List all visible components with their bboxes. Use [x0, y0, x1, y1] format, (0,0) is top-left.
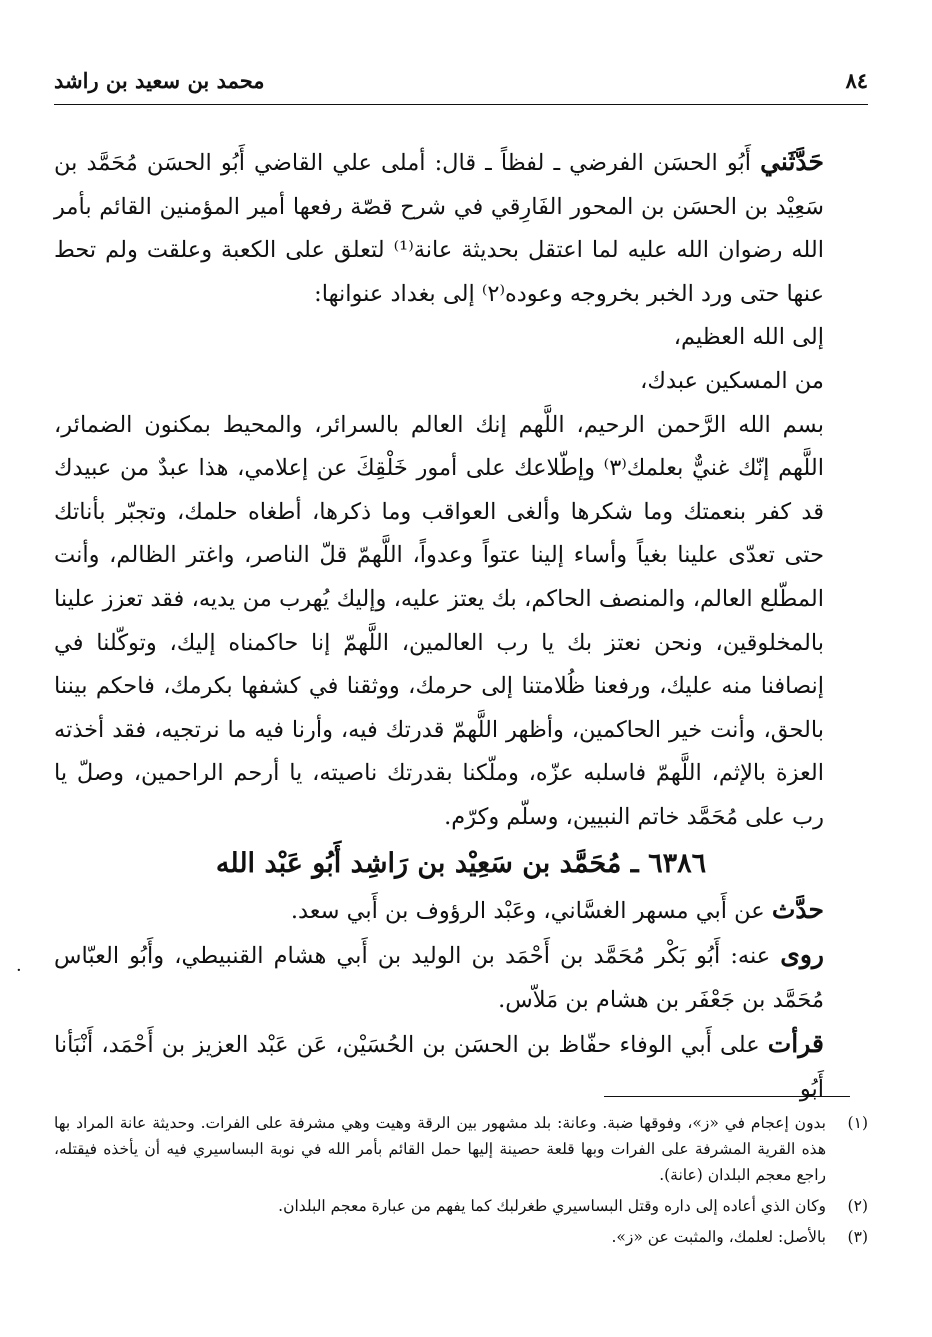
paragraph-text: عن أَبي مسهر الغسَّاني، وعَبْد الرؤوف بن أَبي سعد.	[290, 897, 765, 924]
footnote	[54, 1110, 868, 1188]
lead-word: قرأت	[767, 1029, 824, 1059]
footnote-text: بدون إعجام في «ز»، وفوقها ضبة. وعانة: بلد مشهور بين الرقة وهيت وهي مشرفة على الفرات. وحديثة عانة المراد بها هذه القرية المشرفة على الفرات وبها قلعة حصينة إليها حمل القائم بأمر الله في نوبة البساسيري فيه أن يأخذه فيقتله، راجع معجم البلدان (عانة).	[54, 1114, 826, 1184]
address-line-2: من المسكين عبدك،	[640, 367, 824, 394]
paragraph-text: أَبُو الحسَن الفرضي ـ لفظاً ـ قال: أملى علي القاضي أَبُو الحسَن مُحَمَّد بن سَعِيْد بن الحسَن بن المحور الفَارِقي في شرح قصّة رفعها أمير المؤمنين القائم بأمر الله رضوان الله عليه لما اعتقل بحديثة عانة⁽¹⁾ لتعلق على الكعبة وعلقت ولم تحط عنها حتى ورد الخبر بخروجه وعوده⁽٢⁾ إلى بغداد عنوانها:	[54, 150, 824, 307]
paragraph-hadathani	[54, 140, 868, 316]
header-divider	[54, 104, 868, 105]
paragraph-text: على أَبي الوفاء حفّاظ بن الحسَن بن الحُسَيْن، عَن عَبْد العزيز بن أَحْمَد، أَنْبَأنا أَبُو	[54, 1032, 824, 1102]
footnote	[54, 1193, 868, 1219]
paragraph-qara	[54, 1022, 868, 1111]
footnote-divider	[604, 1096, 850, 1097]
address-line-1: إلى الله العظيم،	[673, 324, 824, 351]
footnotes	[54, 1110, 868, 1255]
footnote-text: وكان الذي أعاده إلى داره وقتل البساسيري طغرلبك كما يفهم من عبارة معجم البلدان.	[278, 1197, 826, 1215]
paragraph-hadath	[54, 888, 868, 934]
entry-heading: ٦٣٨٦ ـ مُحَمَّد بن سَعِيْد بن رَاشِد أَبُو عَبْد الله	[215, 847, 707, 879]
paragraph-letter: بسم الله الرَّحمن الرحيم، اللَّهم إنك العالم بالسرائر، والمحيط بمكنون الضمائر، اللَّهم إنّك غنيٌّ بعلمك⁽٣⁾ وإطّلاعك على أمور خَلْقِكَ عن إعلامي، هذا عبدٌ من عبيدك قد كفر بنعمتك وما شكرها وألغى العواقب وما ذكرها، أطغاه حلمك، وتجبّر بأناتك حتى تعدّى علينا بغياً وأساء إلينا عتواً وعدواً، اللَّهمّ قلّ الناصر، واغتر الظالم، وأنت المطّلع العالم، والمنصف الحاكم، بك يعتز عليه، وإليك يُهرب من يديه، فقد تعزز علينا بالمخلوقين، ونحن نعتز بك يا رب العالمين، اللَّهمّ إنا حاكمناه إليك، وتوكّلنا في إنصافنا منه عليك، ورفعنا ظُلامتنا إلى حرمك، ووثقنا في كشفها بكرمك، فاحكم بيننا بالحق، وأنت خير الحاكمين، وأظهر اللَّهمّ قدرتك فيه، وأرنا فيه ما نرتجيه، فقد أخذته العزة بالإثم، اللَّهمّ فاسلبه عزّه، وملّكنا بقدرتك ناصيته، يا أرحم الراحمين، وصلّ يا رب على مُحَمَّد خاتم النبيين، وسلّم وكرّم.	[54, 411, 824, 830]
footnote-number: (١)	[847, 1114, 868, 1132]
page-header	[54, 62, 868, 98]
paragraph-rawa	[54, 933, 868, 1022]
lead-word: روى	[780, 940, 824, 970]
page-number: ٨٤	[845, 67, 868, 93]
footnote	[54, 1224, 868, 1250]
running-title: محمد بن سعيد بن راشد	[54, 67, 265, 93]
lead-word: حدَّث	[771, 894, 824, 924]
lead-word: حَدَّثَني	[760, 147, 824, 176]
main-text	[54, 140, 868, 1111]
margin-mark: ·	[16, 960, 22, 981]
footnote-number: (٢)	[847, 1197, 868, 1215]
paragraph-text: عنه: أَبُو بَكْر مُحَمَّد بن أَحْمَد بن الوليد بن أَبي هشام القنبيطي، وأَبُو العبّاس مُحَمَّد بن جَعْفَر بن هشام بن مَلاّس.	[54, 943, 824, 1013]
footnote-number: (٣)	[847, 1228, 868, 1246]
footnote-text: بالأصل: لعلمك، والمثبت عن «ز».	[611, 1228, 826, 1246]
